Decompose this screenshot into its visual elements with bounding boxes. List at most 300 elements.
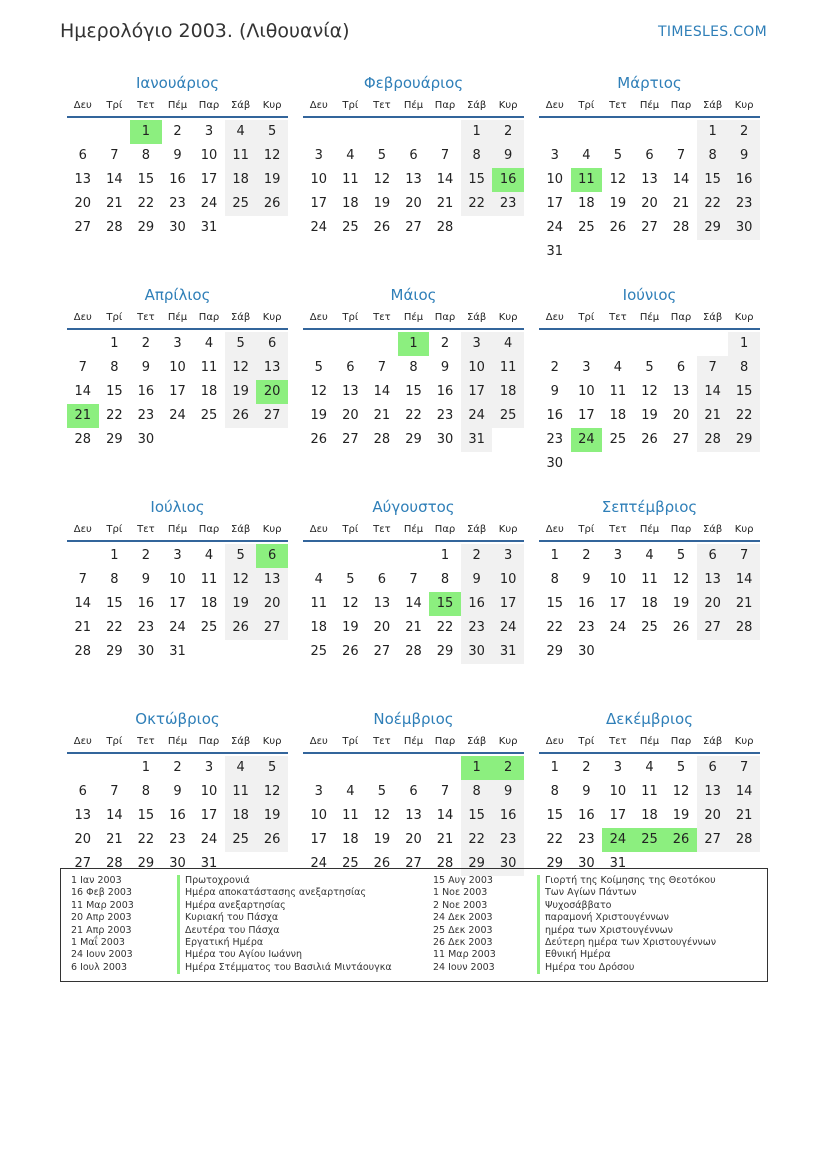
weekday-header — [539, 518, 760, 542]
weekday-label: Παρ — [198, 524, 220, 535]
day-cell: 24 — [200, 832, 218, 847]
holiday-date: 24 Ιουν 2003 — [71, 949, 133, 961]
day-cell: 4 — [645, 548, 654, 563]
day-cell: 22 — [405, 408, 422, 423]
day-cell: 29 — [137, 856, 155, 871]
day-cell: 12 — [373, 808, 391, 823]
day-cell: 12 — [672, 572, 690, 587]
holiday-list — [60, 868, 768, 982]
day-cell: 13 — [256, 568, 288, 592]
day-cell: 15 — [461, 804, 493, 828]
day-cell: 17 — [578, 408, 595, 423]
holiday-date: 25 Δεκ 2003 — [433, 924, 493, 936]
day-cell: 22 — [106, 620, 123, 635]
day-cell: 10 — [578, 384, 595, 399]
holiday-day-cell: 1 — [130, 120, 162, 144]
day-cell: 27 — [256, 616, 288, 640]
day-cell: 10 — [169, 360, 186, 375]
weekday-label: Τρί — [342, 524, 359, 535]
holiday-date: 1 Νοε 2003 — [433, 887, 488, 899]
day-cell: 7 — [110, 148, 119, 163]
day-cell: 16 — [546, 408, 564, 423]
holiday-names-right — [537, 875, 716, 974]
weekday-label: Παρ — [670, 524, 692, 535]
holiday-names-left — [177, 875, 392, 974]
day-cell: 3 — [173, 336, 182, 351]
day-cell: 30 — [728, 216, 760, 240]
day-cell: 19 — [373, 196, 391, 211]
holiday-name: Ημέρα αποκατάστασης ανεξαρτησίας — [177, 887, 392, 899]
day-cell: 26 — [641, 432, 658, 447]
weekday-label: Δευ — [545, 100, 564, 111]
day-cell: 27 — [672, 432, 690, 447]
weekday-label: Δευ — [545, 736, 564, 747]
day-cell: 16 — [492, 804, 524, 828]
day-cell: 30 — [169, 856, 186, 871]
weekday-label: Τρί — [106, 312, 123, 323]
weekday-label: Τρί — [578, 100, 595, 111]
weekday-label: Κυρ — [734, 312, 754, 323]
day-cell: 17 — [169, 384, 186, 399]
day-cell: 6 — [697, 756, 729, 780]
holiday-day-cell: 2 — [492, 756, 524, 780]
day-cell: 15 — [546, 596, 564, 611]
month-block — [539, 284, 760, 496]
weekday-label: Τρί — [578, 312, 595, 323]
day-cell: 1 — [110, 336, 119, 351]
holiday-day-cell: 11 — [571, 168, 603, 192]
day-grid — [67, 544, 288, 664]
day-cell: 17 — [169, 596, 186, 611]
month-name: Ιούνιος — [622, 286, 677, 304]
day-cell: 11 — [310, 596, 328, 611]
day-cell: 29 — [546, 644, 564, 659]
day-cell: 26 — [256, 192, 288, 216]
day-cell: 19 — [256, 168, 288, 192]
day-cell: 12 — [225, 356, 257, 380]
day-cell: 5 — [314, 360, 323, 375]
holiday-name: Εθνική Ημέρα — [537, 949, 716, 961]
weekday-label: Κυρ — [734, 736, 754, 747]
day-cell: 19 — [609, 196, 627, 211]
day-cell: 24 — [310, 856, 328, 871]
day-cell: 25 — [342, 220, 359, 235]
day-cell: 28 — [697, 428, 729, 452]
weekday-label: Παρ — [434, 736, 456, 747]
day-cell: 3 — [461, 332, 493, 356]
day-cell: 19 — [225, 380, 257, 404]
month-name: Μάρτιος — [617, 74, 682, 92]
day-grid — [539, 332, 760, 476]
weekday-label: Πέμ — [403, 736, 424, 747]
day-cell: 10 — [546, 172, 564, 187]
day-cell: 4 — [314, 572, 323, 587]
day-cell: 17 — [609, 596, 627, 611]
day-cell: 13 — [373, 596, 391, 611]
empty-day-cell — [335, 120, 367, 144]
month-name: Ιανουάριος — [135, 74, 219, 92]
day-cell: 26 — [672, 620, 690, 635]
day-cell: 27 — [256, 404, 288, 428]
holiday-date: 15 Αυγ 2003 — [433, 875, 493, 886]
day-cell: 2 — [173, 124, 182, 139]
day-cell: 9 — [141, 572, 151, 587]
empty-day-cell — [67, 120, 99, 144]
day-cell: 12 — [310, 384, 328, 399]
day-cell: 4 — [225, 756, 257, 780]
empty-day-cell — [303, 756, 335, 780]
holiday-day-cell: 1 — [461, 756, 493, 780]
day-cell: 3 — [582, 360, 591, 375]
day-cell: 21 — [728, 804, 760, 828]
weekday-label: Παρ — [434, 524, 456, 535]
day-cell: 17 — [492, 592, 524, 616]
empty-day-cell — [99, 120, 131, 144]
day-cell: 5 — [645, 360, 654, 375]
day-cell: 8 — [550, 784, 559, 799]
day-cell: 6 — [78, 784, 87, 799]
day-cell: 11 — [200, 360, 218, 375]
day-cell: 5 — [613, 148, 623, 163]
weekday-label: Σάβ — [230, 736, 251, 747]
day-cell: 11 — [609, 384, 627, 399]
day-cell: 23 — [137, 620, 155, 635]
day-cell: 31 — [169, 644, 186, 659]
day-cell: 21 — [405, 620, 422, 635]
day-cell: 20 — [697, 592, 729, 616]
holiday-name: Των Αγίων Πάντων — [537, 887, 716, 899]
day-cell: 24 — [546, 220, 564, 235]
weekday-label: Δευ — [309, 736, 328, 747]
month-name: Μάιος — [390, 286, 437, 304]
day-cell: 2 — [582, 760, 591, 775]
weekday-label: Τρί — [106, 100, 123, 111]
weekday-label: Πέμ — [167, 736, 188, 747]
day-cell: 27 — [697, 828, 729, 852]
day-cell: 10 — [169, 572, 186, 587]
weekday-header — [539, 730, 760, 754]
day-cell: 27 — [697, 616, 729, 640]
day-cell: 22 — [546, 832, 564, 847]
day-cell: 11 — [342, 808, 359, 823]
day-cell: 14 — [728, 780, 760, 804]
month-block — [303, 496, 524, 708]
day-cell: 6 — [409, 784, 418, 799]
holiday-name: Ημέρα Στέμματος του Βασιλιά Μιντάουγκα — [177, 962, 392, 974]
empty-day-cell — [697, 332, 729, 356]
day-cell: 10 — [200, 148, 218, 163]
day-cell: 7 — [676, 148, 686, 163]
month-block — [67, 284, 288, 496]
holiday-date: 24 Ιουν 2003 — [433, 961, 495, 973]
brand-link[interactable]: TIMESLES.COM — [658, 24, 767, 40]
day-cell: 29 — [405, 432, 422, 447]
day-cell: 11 — [225, 144, 257, 168]
day-cell: 22 — [546, 620, 564, 635]
holiday-date: 26 Δεκ 2003 — [433, 937, 493, 949]
day-cell: 28 — [74, 644, 92, 659]
day-cell: 14 — [106, 172, 123, 187]
day-cell: 5 — [225, 544, 257, 568]
holiday-name: Εργατική Ημέρα — [177, 937, 392, 949]
day-cell: 9 — [440, 360, 450, 375]
day-cell: 30 — [578, 856, 595, 871]
day-cell: 8 — [110, 360, 119, 375]
day-grid — [67, 332, 288, 452]
day-cell: 7 — [377, 360, 387, 375]
empty-day-cell — [539, 120, 571, 144]
empty-day-cell — [634, 120, 666, 144]
day-cell: 28 — [74, 432, 92, 447]
day-cell: 15 — [137, 808, 155, 823]
month-block — [539, 72, 760, 284]
day-cell: 6 — [697, 544, 729, 568]
weekday-label: Πέμ — [167, 100, 188, 111]
empty-day-cell — [99, 756, 131, 780]
day-cell: 27 — [342, 432, 359, 447]
day-cell: 22 — [137, 832, 155, 847]
day-cell: 2 — [550, 360, 559, 375]
day-cell: 11 — [200, 572, 218, 587]
day-cell: 14 — [405, 596, 422, 611]
weekday-header — [303, 730, 524, 754]
day-cell: 3 — [613, 548, 623, 563]
holiday-date: 21 Απρ 2003 — [71, 924, 132, 936]
day-cell: 19 — [225, 592, 257, 616]
month-block — [303, 284, 524, 496]
day-cell: 7 — [728, 544, 760, 568]
weekday-label: Κυρ — [498, 524, 518, 535]
day-cell: 20 — [672, 408, 690, 423]
day-cell: 31 — [200, 220, 218, 235]
day-cell: 18 — [342, 832, 359, 847]
day-cell: 25 — [342, 856, 359, 871]
day-cell: 14 — [436, 808, 454, 823]
day-cell: 8 — [461, 144, 493, 168]
day-cell: 12 — [672, 784, 690, 799]
month-name: Απρίλιος — [144, 286, 211, 304]
day-cell: 6 — [256, 332, 288, 356]
day-cell: 29 — [137, 220, 155, 235]
weekday-label: Σάβ — [702, 100, 723, 111]
holiday-name: Ημέρα του Δρόσου — [537, 962, 716, 974]
day-cell: 16 — [578, 596, 595, 611]
holiday-name: Ημέρα ανεξαρτησίας — [177, 900, 392, 912]
day-cell: 23 — [546, 432, 564, 447]
day-cell: 16 — [137, 384, 155, 399]
day-cell: 10 — [310, 808, 328, 823]
day-cell: 3 — [492, 544, 524, 568]
day-cell: 19 — [373, 832, 391, 847]
weekday-label: Σάβ — [466, 100, 487, 111]
empty-day-cell — [67, 544, 99, 568]
holiday-dates-right — [433, 875, 496, 974]
day-cell: 20 — [405, 832, 422, 847]
day-cell: 16 — [169, 808, 186, 823]
weekday-label: Παρ — [670, 100, 692, 111]
day-cell: 8 — [440, 572, 450, 587]
day-cell: 24 — [492, 616, 524, 640]
day-cell: 24 — [609, 620, 627, 635]
day-cell: 7 — [440, 784, 450, 799]
day-cell: 16 — [578, 808, 595, 823]
day-cell: 8 — [409, 360, 418, 375]
weekday-label: Τρί — [106, 524, 123, 535]
weekday-label: Σάβ — [230, 524, 251, 535]
day-cell: 30 — [137, 644, 155, 659]
day-cell: 4 — [346, 148, 355, 163]
day-cell: 18 — [641, 808, 658, 823]
day-cell: 22 — [461, 828, 493, 852]
day-cell: 29 — [461, 852, 493, 876]
weekday-label: Δευ — [73, 736, 92, 747]
day-cell: 4 — [204, 548, 214, 563]
weekday-label: Παρ — [434, 312, 456, 323]
day-cell: 5 — [225, 332, 257, 356]
day-cell: 23 — [492, 192, 524, 216]
day-cell: 18 — [225, 168, 257, 192]
weekday-label: Δευ — [545, 524, 564, 535]
weekday-label: Τρί — [578, 736, 595, 747]
day-cell: 11 — [641, 572, 658, 587]
empty-day-cell — [366, 544, 398, 568]
day-cell: 28 — [728, 828, 760, 852]
day-cell: 4 — [225, 120, 257, 144]
holiday-day-cell: 16 — [492, 168, 524, 192]
weekday-label: Δευ — [545, 312, 564, 323]
day-cell: 20 — [405, 196, 422, 211]
empty-day-cell — [303, 332, 335, 356]
day-cell: 12 — [256, 144, 288, 168]
day-cell: 5 — [377, 784, 387, 799]
empty-day-cell — [398, 544, 430, 568]
day-cell: 9 — [173, 148, 182, 163]
weekday-label: Παρ — [670, 736, 692, 747]
weekday-header — [67, 94, 288, 118]
weekday-label: Κυρ — [734, 524, 754, 535]
day-cell: 23 — [578, 620, 595, 635]
weekday-label: Σάβ — [702, 736, 723, 747]
weekday-label: Πέμ — [639, 100, 660, 111]
day-cell: 31 — [609, 856, 627, 871]
empty-day-cell — [539, 332, 571, 356]
day-grid — [539, 544, 760, 664]
day-cell: 15 — [728, 380, 760, 404]
day-cell: 11 — [342, 172, 359, 187]
calendar-grid — [67, 72, 760, 920]
weekday-label: Κυρ — [262, 736, 282, 747]
day-cell: 28 — [106, 856, 123, 871]
weekday-label: Πέμ — [639, 312, 660, 323]
weekday-label: Τρί — [342, 312, 359, 323]
weekday-label: Παρ — [670, 312, 692, 323]
day-cell: 11 — [492, 356, 524, 380]
page-title: Ημερολόγιο 2003. (Λιθουανία) — [60, 20, 350, 42]
day-grid — [539, 756, 760, 876]
day-cell: 27 — [641, 220, 658, 235]
empty-day-cell — [634, 332, 666, 356]
holiday-day-cell: 1 — [398, 332, 430, 356]
month-block — [67, 496, 288, 708]
day-cell: 3 — [204, 124, 214, 139]
day-grid — [539, 120, 760, 264]
day-cell: 22 — [461, 192, 493, 216]
day-cell: 3 — [314, 784, 323, 799]
day-cell: 8 — [141, 784, 151, 799]
day-cell: 9 — [582, 784, 591, 799]
day-cell: 9 — [461, 568, 493, 592]
day-cell: 30 — [492, 852, 524, 876]
day-cell: 2 — [440, 336, 450, 351]
day-cell: 23 — [169, 196, 186, 211]
weekday-label: Τετ — [373, 312, 391, 323]
day-cell: 9 — [550, 384, 559, 399]
day-cell: 10 — [609, 572, 627, 587]
day-cell: 1 — [141, 760, 151, 775]
weekday-label: Σάβ — [466, 312, 487, 323]
day-cell: 1 — [697, 120, 729, 144]
month-name: Οκτώβριος — [135, 710, 220, 728]
day-cell: 30 — [578, 644, 595, 659]
holiday-date: 11 Μαρ 2003 — [433, 949, 496, 961]
empty-day-cell — [602, 332, 634, 356]
day-cell: 26 — [225, 404, 257, 428]
day-cell: 8 — [141, 148, 151, 163]
day-cell: 9 — [141, 360, 151, 375]
weekday-label: Δευ — [309, 524, 328, 535]
day-cell: 6 — [645, 148, 654, 163]
day-cell: 24 — [461, 404, 493, 428]
holiday-name: Ψυχοσάββατο — [537, 900, 716, 912]
day-cell: 4 — [204, 336, 214, 351]
day-cell: 3 — [204, 760, 214, 775]
holiday-day-cell: 20 — [256, 380, 288, 404]
day-cell: 5 — [676, 760, 686, 775]
day-cell: 12 — [641, 384, 658, 399]
day-cell: 26 — [256, 828, 288, 852]
day-cell: 18 — [225, 804, 257, 828]
day-cell: 4 — [346, 784, 355, 799]
weekday-label: Κυρ — [498, 736, 518, 747]
day-cell: 25 — [200, 620, 218, 635]
empty-day-cell — [303, 544, 335, 568]
day-cell: 20 — [342, 408, 359, 423]
day-cell: 14 — [373, 384, 391, 399]
day-cell: 30 — [436, 432, 454, 447]
day-cell: 28 — [672, 220, 690, 235]
day-cell: 6 — [78, 148, 87, 163]
weekday-label: Σάβ — [230, 312, 251, 323]
day-cell: 16 — [461, 592, 493, 616]
empty-day-cell — [366, 332, 398, 356]
day-cell: 1 — [440, 548, 450, 563]
empty-day-cell — [398, 120, 430, 144]
day-cell: 27 — [373, 644, 391, 659]
day-cell: 21 — [436, 832, 454, 847]
weekday-label: Σάβ — [230, 100, 251, 111]
empty-day-cell — [303, 120, 335, 144]
day-cell: 1 — [110, 548, 119, 563]
holiday-name: Δεύτερη ημέρα των Χριστουγέννων — [537, 937, 716, 949]
day-cell: 8 — [697, 144, 729, 168]
day-cell: 13 — [405, 808, 422, 823]
day-cell: 18 — [200, 384, 218, 399]
holiday-name: Κυριακή του Πάσχα — [177, 912, 392, 924]
holiday-day-cell: 26 — [665, 828, 697, 852]
day-cell: 23 — [492, 828, 524, 852]
day-cell: 14 — [672, 172, 690, 187]
day-cell: 18 — [641, 596, 658, 611]
